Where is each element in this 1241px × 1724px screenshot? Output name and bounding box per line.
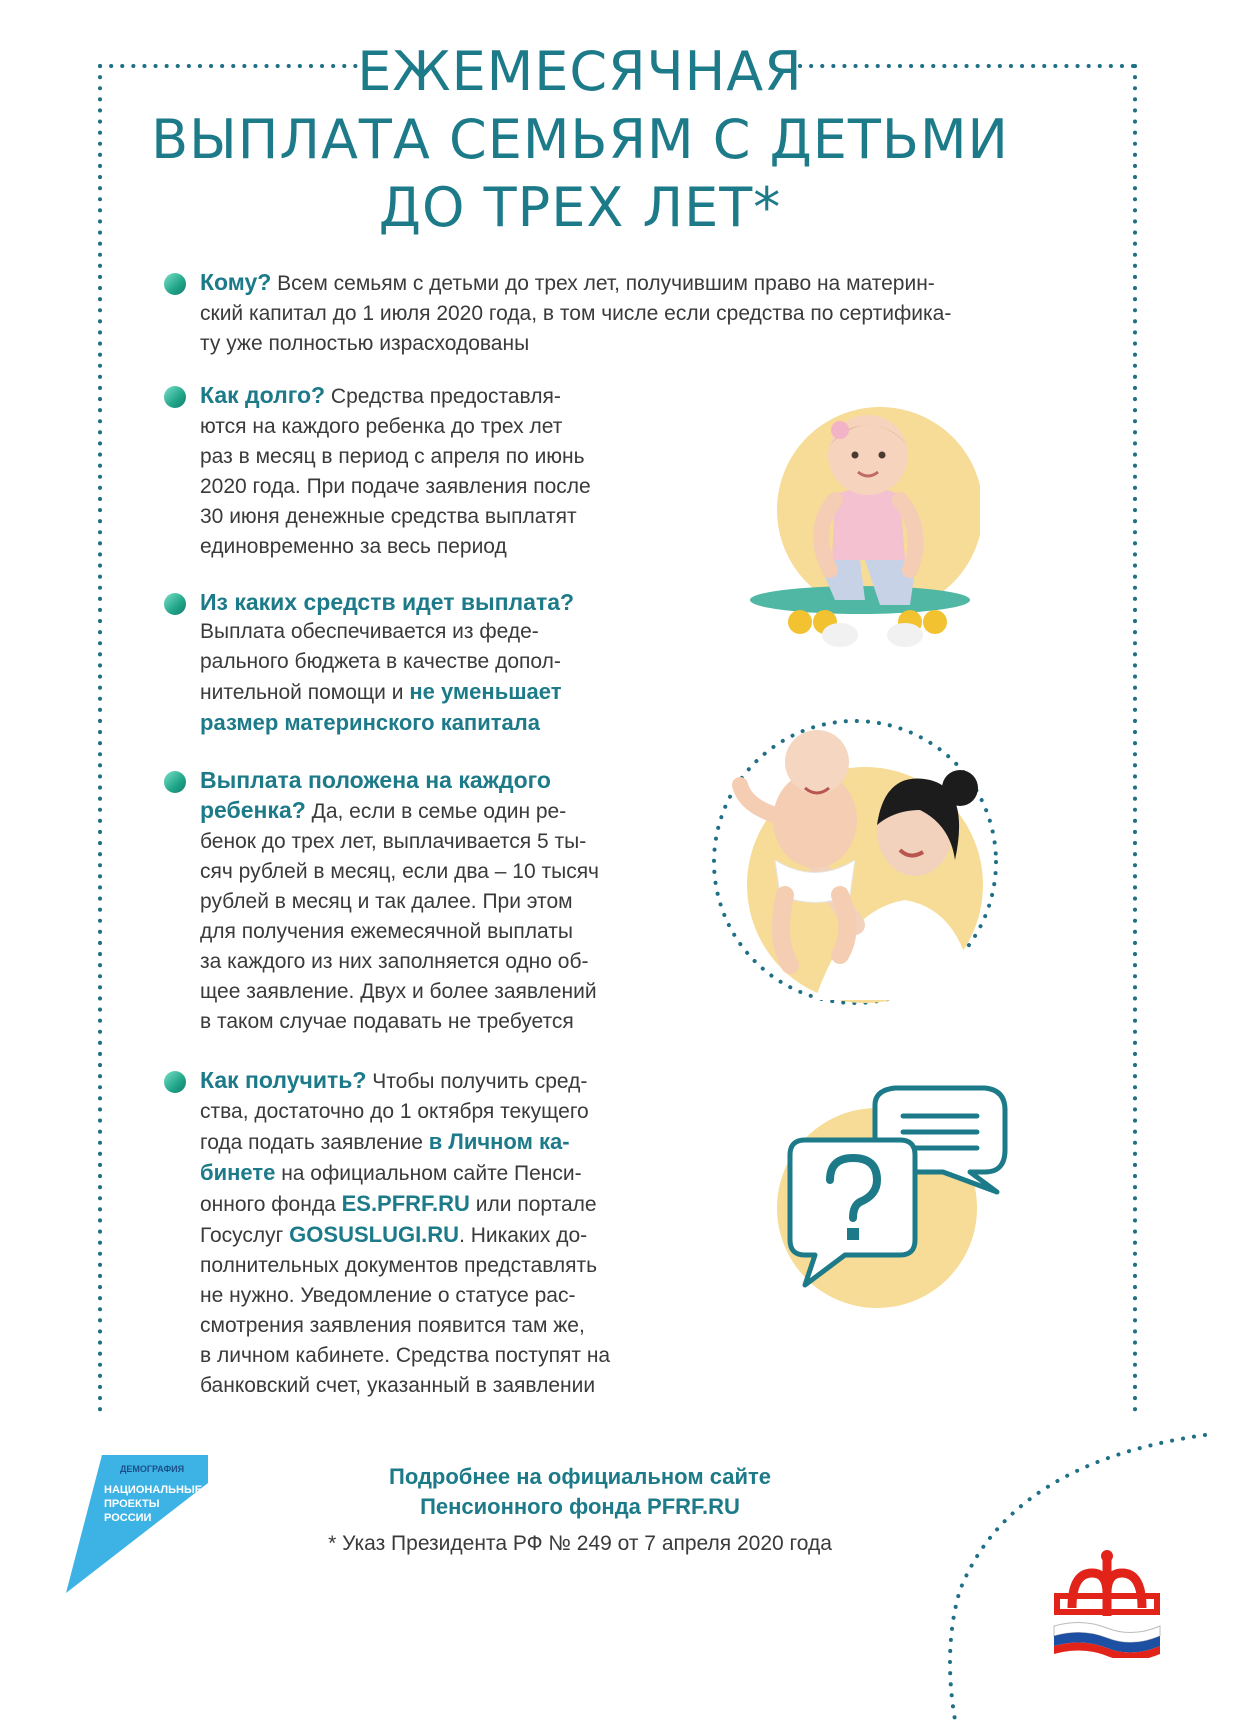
footer-more-info — [290, 1462, 870, 1522]
question-who: Кому? — [200, 269, 272, 295]
text-line: 2020 года. При подаче заявления после — [200, 475, 591, 498]
item-each-child — [200, 765, 645, 1037]
text-line: в таком случае подавать не требуется — [200, 1010, 574, 1033]
text-line: за каждого из них заполняется одно об- — [200, 950, 589, 973]
text-line: Да, если в семье один ре- — [305, 800, 567, 823]
item-how-to-get — [200, 1065, 645, 1401]
text-line: полнительных документов представлять — [200, 1254, 598, 1277]
logo-left-line-2: ПРОЕКТЫ — [104, 1498, 160, 1510]
text-line: или портале — [469, 1193, 597, 1216]
text-line: рублей в месяц и так далее. При этом — [200, 890, 573, 913]
baby-on-skateboard-illustration — [740, 400, 980, 670]
national-projects-logo — [58, 1455, 208, 1595]
text-line: ются на каждого ребенка до трех лет — [200, 415, 563, 438]
text-line: нительной помощи и — [200, 681, 410, 704]
highlight-text: бинете — [200, 1160, 276, 1185]
es-pfrf-link[interactable]: ES.PFRF.RU — [341, 1191, 470, 1216]
logo-left-line-1: НАЦИОНАЛЬНЫЕ — [104, 1484, 203, 1496]
page-title — [150, 38, 1010, 242]
text-line: единовременно за весь период — [200, 535, 507, 558]
bullet-icon — [164, 1071, 186, 1093]
text-line: Госуслуг — [200, 1224, 290, 1247]
footnote: * Указ Президента РФ № 249 от 7 апреля 2020 года — [328, 1532, 832, 1555]
item-who — [200, 267, 1045, 359]
text-line: Выплата обеспечивается из феде- — [200, 620, 539, 643]
text-line: раз в месяц в период с апреля по июнь — [200, 445, 585, 468]
mother-with-baby-illustration — [705, 710, 1005, 1015]
russia-flag-ribbon-icon — [1054, 1622, 1160, 1658]
pfr-logo-icon — [1052, 1548, 1162, 1658]
item-funding — [200, 587, 645, 738]
logo-left-top: ДЕМОГРАФИЯ — [120, 1464, 185, 1474]
question-how-to-get: Как получить? — [200, 1067, 367, 1093]
text-line: смотрения заявления появится там же, — [200, 1314, 585, 1337]
text-line: Средства предоставля- — [325, 385, 561, 408]
question-how-long: Как долго? — [200, 382, 326, 408]
text-line: рального бюджета в качестве допол- — [200, 650, 561, 673]
text-line: . Никаких до- — [459, 1224, 588, 1247]
title-line-2: ВЫПЛАТА СЕМЬЯМ С ДЕТЬМИ — [151, 108, 1009, 171]
text-line: ский капитал до 1 июля 2020 года, в том числе если средства по сертифика- — [200, 302, 952, 325]
gosuslugi-link[interactable]: GOSUSLUGI.RU — [289, 1222, 460, 1247]
bullet-icon — [164, 386, 186, 408]
bullet-icon — [164, 593, 186, 615]
text-line: ства, достаточно до 1 октября текущего — [200, 1100, 589, 1123]
text-line: бенок до трех лет, выплачивается 5 ты- — [200, 830, 587, 853]
text-line: сяч рублей в месяц, если два – 10 тысяч — [200, 860, 599, 883]
text-line: не нужно. Уведомление о статусе рас- — [200, 1284, 576, 1307]
question-chat-icon — [765, 1080, 1015, 1310]
text-line: Чтобы получить сред- — [366, 1070, 588, 1093]
title-line-3: ДО ТРЕХ ЛЕТ* — [378, 176, 782, 239]
question-each-child-2: ребенка? — [200, 797, 306, 823]
highlight-text: размер материнского капитала — [200, 710, 540, 735]
text-line: банковский счет, указанный в заявлении — [200, 1374, 596, 1397]
bullet-icon — [164, 771, 186, 793]
logo-left-line-3: РОССИИ — [104, 1512, 152, 1524]
footer-line-2[interactable]: Пенсионного фонда PFRF.RU — [420, 1494, 740, 1519]
question-each-child-1: Выплата положена на каждого — [200, 767, 551, 793]
text-line: года подать заявление — [200, 1131, 429, 1154]
text-line: 30 июня денежные средства выплатят — [200, 505, 577, 528]
text-line: Всем семьям с детьми до трех лет, получившим право на материн- — [271, 272, 935, 295]
text-line: онного фонда — [200, 1193, 342, 1216]
text-line: в личном кабинете. Средства поступят на — [200, 1344, 611, 1367]
title-line-1: ЕЖЕМЕСЯЧНАЯ — [357, 40, 803, 103]
question-funding: Из каких средств идет выплата? — [200, 589, 575, 615]
text-line: для получения ежемесячной выплаты — [200, 920, 573, 943]
highlight-text: в Личном ка- — [428, 1129, 570, 1154]
text-line: на официальном сайте Пенси- — [275, 1162, 582, 1185]
highlight-text: не уменьшает — [409, 679, 562, 704]
item-how-long — [200, 380, 645, 562]
bullet-icon — [164, 273, 186, 295]
footer-line-1: Подробнее на официальном сайте — [389, 1464, 771, 1489]
text-line: щее заявление. Двух и более заявлений — [200, 980, 597, 1003]
text-line: ту уже полностью израсходованы — [200, 332, 530, 355]
